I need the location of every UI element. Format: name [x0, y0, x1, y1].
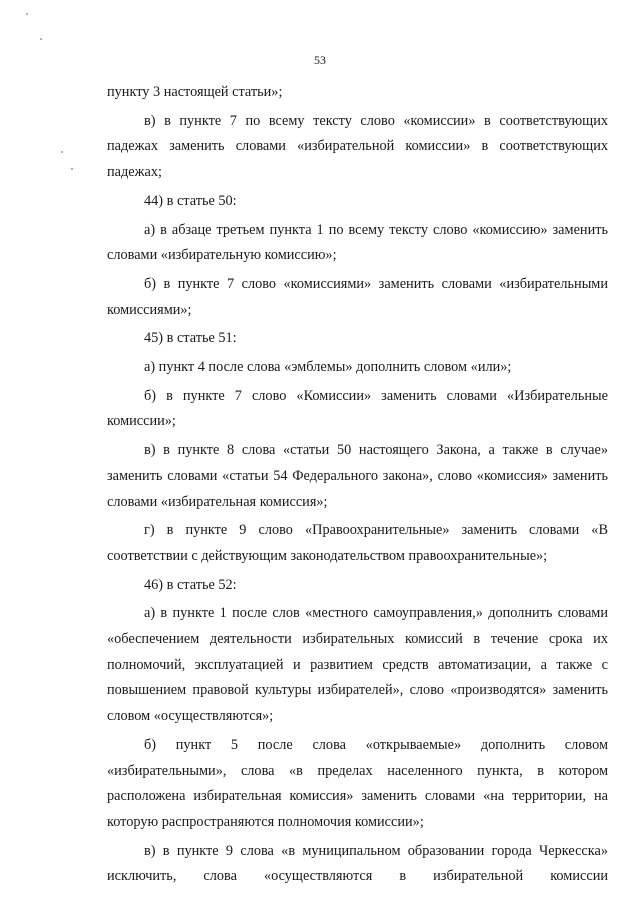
paragraph-5: б) в пункте 7 слово «комиссиями» заменить словами «избирательными комиссиями»; [107, 275, 608, 318]
paragraph-4: а) в абзаце третьем пункта 1 по всему тексту слово «комиссию» заменить словами «избирательную комиссию»; [107, 221, 608, 264]
paragraph-9: в) в пункте 8 слова «статьи 50 настоящего Закона, а также в случае» заменить словами «статьи 54 Федерального закона», слово «комиссия» заменить словами «избирательная комиссия»; [107, 442, 608, 510]
scan-speck [71, 168, 73, 170]
page-number: 53 [314, 53, 326, 67]
paragraph-7: а) пункт 4 после слова «эмблемы» дополнить словом «или»; [144, 359, 512, 376]
paragraph-11: 46) в статье 52: [144, 576, 237, 593]
scan-speck [26, 13, 28, 15]
paragraph-2: в) в пункте 7 по всему тексту слово «комиссии» в соответствующих падежах заменить словами «избирательной комиссии» в соответствующих падежах; [107, 112, 608, 181]
paragraph-14: в) в пункте 9 слова «в муниципальном образовании города Черкесска» исключить, слова «осуществляются в избирательной комиссии [107, 842, 608, 885]
scan-speck [40, 38, 42, 40]
paragraph-1: пункту 3 настоящей статьи»; [107, 84, 283, 100]
document-body [107, 80, 608, 890]
paragraph-13: б) пункт 5 после слова «открываемые» дополнить словом «избирательными», слова «в пределах населенного пункта, в котором расположена избирательная комиссия» заменить словами «на территории, на которую распространяются полномочия комиссии»; [107, 736, 608, 830]
paragraph-3: 44) в статье 50: [144, 192, 237, 209]
paragraph-6: 45) в статье 51: [144, 330, 237, 347]
scan-speck [61, 151, 63, 153]
paragraph-12: а) в пункте 1 после слов «местного самоуправления,» дополнить словами «обеспечением деятельности избирательных комиссий в течение срока их полномочий, эксплуатацией и развитием средств автоматизации, а также с повышением правовой культуры избирателей», слово «производятся» заменить словом «осуществляются»; [107, 605, 608, 725]
paragraph-8: б) в пункте 7 слово «Комиссии» заменить словами «Избирательные комиссии»; [107, 387, 608, 430]
paragraph-10: г) в пункте 9 слово «Правоохранительные» заменить словами «В соответствии с действующим законодательством правоохранительные»; [107, 522, 608, 564]
